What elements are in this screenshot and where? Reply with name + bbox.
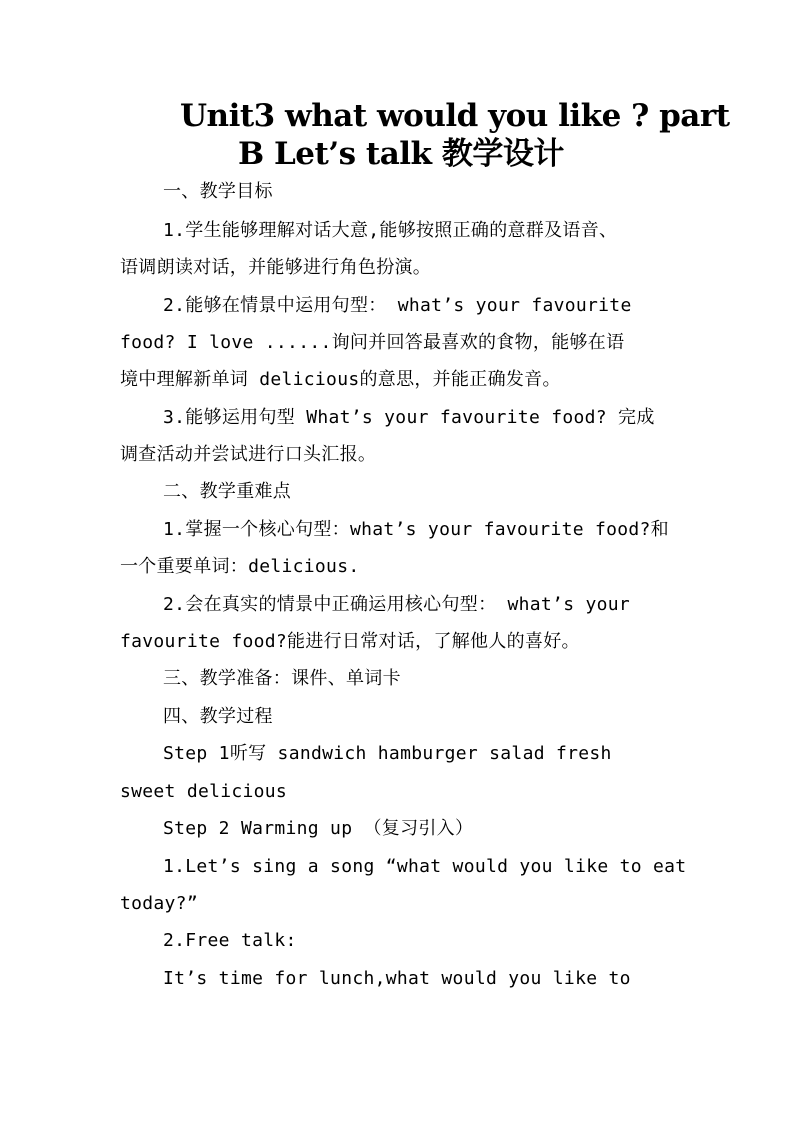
paragraph-line: 2.会在真实的情景中正确运用核心句型： what’s your [163, 594, 631, 615]
paragraph-line: today?” [120, 893, 198, 914]
paragraph-line: It’s time for lunch,what would you like to [163, 968, 631, 989]
paragraph-line: sweet delicious [120, 781, 288, 802]
paragraph-line: 3.能够运用句型 What’s your favourite food? 完成 [163, 407, 655, 428]
section-heading-objectives: 一、教学目标 [163, 181, 273, 202]
paragraph-line: food? I love ......询问并回答最喜欢的食物，能够在语 [120, 332, 625, 353]
document-title-line-2: B Let’s talk 教学设计 [238, 136, 564, 172]
paragraph-line: 调查活动并尝试进行口头汇报。 [120, 444, 377, 465]
paragraph-line: 1.掌握一个核心句型：what’s your favourite food?和 [163, 519, 669, 540]
paragraph-line: 语调朗读对话，并能够进行角色扮演。 [120, 257, 432, 278]
paragraph-line: 2.Free talk: [163, 930, 297, 951]
paragraph-line: favourite food?能进行日常对话，了解他人的喜好。 [120, 631, 580, 652]
paragraph-line: Step 2 Warming up （复习引入） [163, 818, 474, 839]
document-title-line-1: Unit3 what would you like ? part [180, 98, 730, 134]
paragraph-line: 2.能够在情景中运用句型： what’s your favourite [163, 295, 632, 316]
paragraph-line: Step 1听写 sandwich hamburger salad fresh [163, 743, 612, 764]
paragraph-line: 1.学生能够理解对话大意,能够按照正确的意群及语音、 [163, 220, 618, 241]
paragraph-line: 1.Let’s sing a song “what would you like to eat [163, 856, 687, 877]
section-heading-preparation: 三、教学准备：课件、单词卡 [163, 668, 401, 689]
paragraph-line: 一个重要单词：delicious. [120, 556, 360, 577]
section-heading-key-points: 二、教学重难点 [163, 481, 292, 502]
paragraph-line: 境中理解新单词 delicious的意思，并能正确发音。 [120, 369, 561, 390]
section-heading-process: 四、教学过程 [163, 706, 273, 727]
